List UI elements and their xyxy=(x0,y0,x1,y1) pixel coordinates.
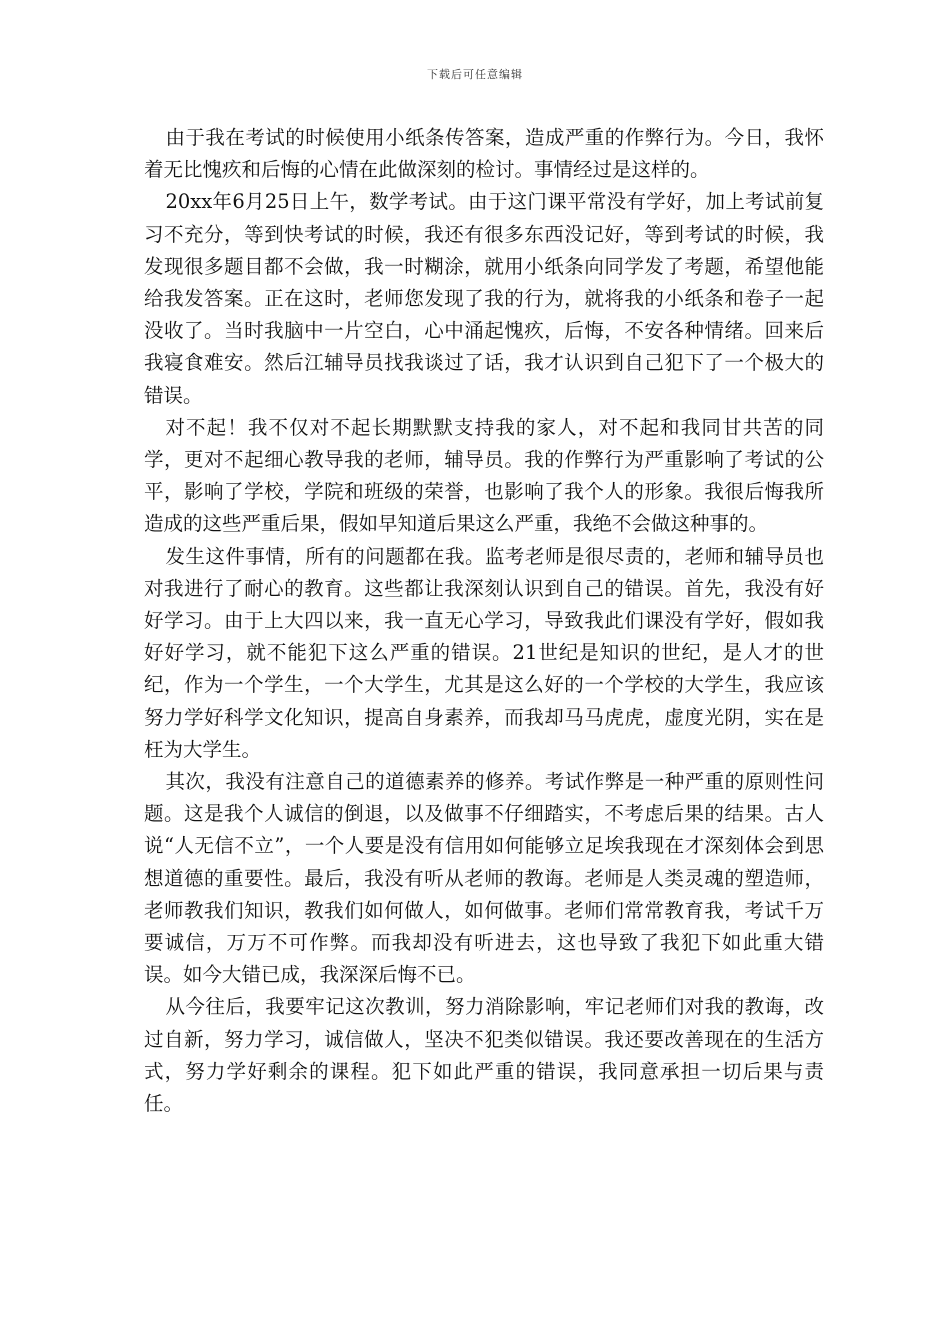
paragraph: 其次，我没有注意自己的道德素养的修养。考试作弊是一种严重的原则性问题。这是我个人诚信的倒退，以及做事不仔细踏实，不考虑后果的结果。古人说“人无信不立”，一个人要是没有信用如何能够立足埃我现在才深刻体会到思想道德的重要性。最后，我没有听从老师的教诲。老师是人类灵魂的塑造师，老师教我们知识，教我们如何做人，如何做事。老师们常常教育我，考试千万要诚信，万万不可作弊。而我却没有听进去，这也导致了我犯下如此重大错误。如今大错已成，我深深后悔不已。 xyxy=(144,770,824,987)
paragraph: 对不起！我不仅对不起长期默默支持我的家人，对不起和我同甘共苦的同学，更对不起细心教导我的老师，辅导员。我的作弊行为严重影响了考试的公平，影响了学校，学院和班级的荣誉，也影响了我个人的形象。我很后悔我所造成的这些严重后果，假如早知道后果这么严重，我绝不会做这种事的。 xyxy=(144,415,824,536)
paragraph: 发生这件事情，所有的问题都在我。监考老师是很尽责的，老师和辅导员也对我进行了耐心的教育。这些都让我深刻认识到自己的错误。首先，我没有好好学习。由于上大四以来，我一直无心学习，导致我此们课没有学好，假如我好好学习，就不能犯下这么严重的错误。21世纪是知识的世纪，是人才的世纪，作为一个学生，一个大学生，尤其是这么好的一个学校的大学生，我应该努力学好科学文化知识，提高自身素养，而我却马马虎虎，虚度光阴，实在是枉为大学生。 xyxy=(144,544,824,761)
document-body xyxy=(144,122,824,1120)
paragraph: 由于我在考试的时候使用小纸条传答案，造成严重的作弊行为。今日，我怀着无比愧疚和后悔的心情在此做深刻的检讨。事情经过是这样的。 xyxy=(144,126,824,182)
paragraph: 20xx年6月25日上午，数学考试。由于这门课平常没有学好，加上考试前复习不充分，等到快考试的时候，我还有很多东西没记好，等到考试的时候，我发现很多题目都不会做，我一时糊涂，就用小纸条向同学发了考题，希望他能给我发答案。正在这时，老师您发现了我的行为，就将我的小纸条和卷子一起没收了。当时我脑中一片空白，心中涌起愧疚，后悔，不安各种情绪。回来后我寝食难安。然后江辅导员找我谈过了话，我才认识到自己犯下了一个极大的错误。 xyxy=(144,190,824,407)
header-note: 下载后可任意编辑 xyxy=(427,68,523,81)
paragraph: 从今往后，我要牢记这次教训，努力消除影响，牢记老师们对我的教诲，改过自新，努力学习，诚信做人，坚决不犯类似错误。我还要改善现在的生活方式，努力学好剩余的课程。犯下如此严重的错误，我同意承担一切后果与责任。 xyxy=(144,995,824,1116)
